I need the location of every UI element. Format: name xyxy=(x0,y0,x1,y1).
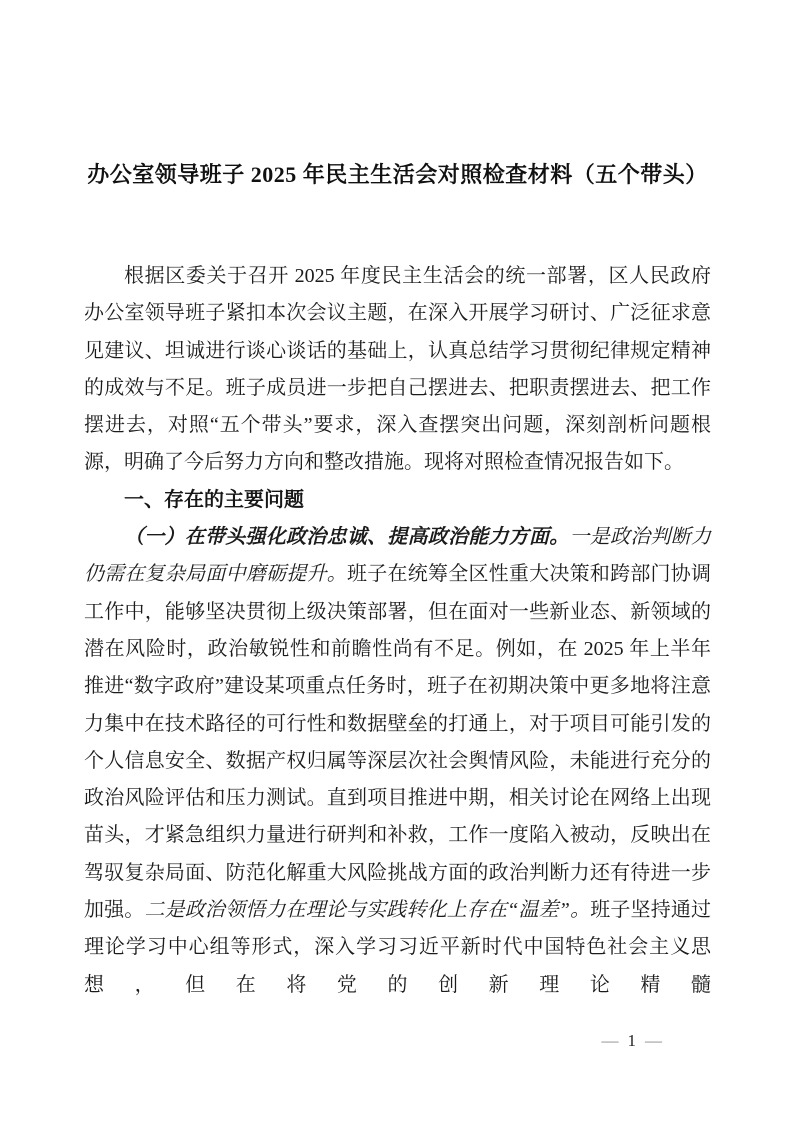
page-number-footer xyxy=(593,1030,672,1052)
point2-body-text: 班子坚持通过理论学习中心组等形式，深入学习习近平新时代中国特色社会主义思想，但在将党的创新理论精髓 xyxy=(84,899,712,996)
subsection-paragraph xyxy=(84,519,711,1004)
intro-paragraph: 根据区委关于召开 2025 年度民主生活会的统一部署，区人民政府办公室领导班子紧扣本次会议主题，在深入开展学习研讨、广泛征求意见建议、坦诚进行谈心谈话的基础上，认真总结学习贯彻纪律规定精神的成效与不足。班子成员进一步把自己摆进去、把职责摆进去、把工作摆进去，对照“五个带头”要求，深入查摆突出问题，深刻剖析问题根源，明确了今后努力方向和整改措施。现将对照检查情况报告如下。 xyxy=(84,265,711,474)
section-heading-main-problems: 一、存在的主要问题 xyxy=(124,488,304,511)
point2-lead-sentence: 二是政治领悟力在理论与实践转化上存在“温差”。 xyxy=(144,899,591,922)
document-title: 办公室领导班子 2025 年民主生活会对照检查材料（五个带头） xyxy=(87,162,708,187)
footer-page-number: 1 xyxy=(627,1031,636,1050)
point1-lead-sentence: 一是政治判断力仍需在复杂局面中磨砺提升。 xyxy=(84,526,711,586)
document-body xyxy=(84,258,711,1004)
footer-right-dash: — xyxy=(645,1031,662,1050)
point1-body-text: 班子在统筹全区性重大决策和跨部门协调工作中，能够坚决贯彻上级决策部署，但在面对一些新业态、新领域的潜在风险时，政治敏锐性和前瞻性尚有不足。例如，在 2025 年上半年推进“数字政府”建设某项重点任务时，班子在初期决策中更多地将注意力集中在技术路径的可行性和数据壁垒的打通上，对于项目可能引发的个人信息安全、数据产权归属等深层次社会舆情风险，未能进行充分的政治风险评估和压力测试。直到项目推进中期，相关讨论在网络上出现苗头，才紧急组织力量进行研判和补救，工作一度陷入被动，反映出在驾驭复杂局面、防范化解重大风险挑战方面的政治判断力还有待进一步加强。 xyxy=(84,563,712,922)
subsection-heading: （一）在带头强化政治忠诚、提高政治能力方面。 xyxy=(124,526,570,549)
footer-left-dash: — xyxy=(601,1031,619,1050)
